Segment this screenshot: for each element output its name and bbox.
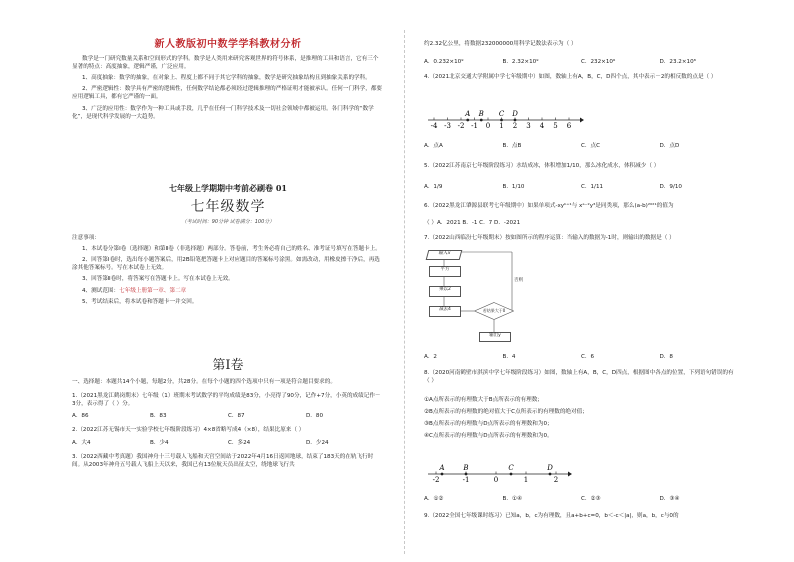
q4-point-A [466, 119, 469, 122]
intro-point-2: 2、严密逻辑性：数学具有严密的逻辑性，任何数学结论都必须经过逻辑推理的严格证明才能被承认。任何一门科学，都要应用逻辑工具，都有它严谨的一面。 [72, 86, 383, 101]
q4-tick-label: 5 [553, 122, 558, 130]
question-4: 4.（2021北京交通大学附属中学七年级期中）如图，数轴上有A，B，C，D四个点，其中表示－2的相反数的点是（ ） [424, 74, 717, 80]
q3-option-b: B．2.32×10⁹ [502, 59, 539, 65]
q7-option-a: A．2 [424, 354, 437, 360]
question-6-options: （ ）A．2021 B．-1 C．7 D．-2021 [424, 220, 521, 226]
q2-option-b: B．少4 [150, 439, 169, 446]
q4-point-B [480, 119, 483, 122]
q1-option-a: A．86 [72, 413, 89, 420]
question-2: 2.（2022江苏无锡市天一实验学校七年级阶段练习）4×8省略写成4（×8），结果比原来（ ） [72, 427, 305, 434]
flow-subtract: 减去4 [429, 306, 461, 317]
q3-option-c: C．232×10⁶ [581, 59, 616, 65]
question-9: 9.（2022全国七年级课时练习）已知a，b，c为有理数，且a+b+c=0，b＜-c＜|a|，则a，b，c与0的 [424, 513, 679, 519]
q3-option-d: D．23.2×10⁸ [659, 59, 696, 65]
header-title: 新人教版初中数学学科教材分析 [154, 39, 302, 50]
intro-point-3: 3、广泛的应用性：数学作为一种工具或手段，几乎在任何一门科学技术及一切社会领域中都被运用。各门科学的“数学化”，是现代科学发展的一大趋势。 [72, 105, 374, 120]
q8-option-c: C．②③ [581, 496, 601, 502]
q8-statements [424, 396, 738, 440]
note-3: 3、回答第Ⅱ卷时，将答案写在答题卡上。写在本试卷上无效。 [82, 276, 234, 283]
q5-option-c: C．1/11 [581, 184, 604, 190]
notes-section [72, 234, 384, 306]
q4-tick-label: -2 [457, 122, 465, 130]
q8-statement-3: ③B点所表示的有理数与D点所表示的有理数和为0； [424, 421, 553, 428]
test-scope: 七年级上册第一章、第二章 [119, 287, 187, 294]
q7-option-c: C．6 [581, 354, 595, 360]
q4-tick-label: -4 [430, 122, 438, 130]
flow-output: 输出y [479, 332, 511, 342]
q4-tick-label: 2 [512, 122, 518, 130]
intro-paragraph: 数学是一门研究数量关系和空间形式的学科。数学是人类用来研究客观世界的符号体系，是推理的工具和语言，它有三个显著的特点：高度抽象，逻辑严谨，广泛应用。 [72, 56, 379, 71]
notes-heading: 注意事项： [72, 235, 100, 241]
q4-tick-label: 1 [499, 122, 504, 130]
q4-option-d: D．点D [659, 143, 680, 149]
questions-left [72, 378, 384, 469]
q8-option-b: B．①④ [502, 496, 522, 502]
question-7: 7.（2022山西临汾七年级期末）按如图所示的程序运算：当输入的数据为-1时，则输出的数据是（ ） [424, 235, 675, 241]
q8-point-C [510, 473, 513, 476]
q8-number-line [424, 462, 574, 488]
intro-point-1: 1、高度抽象：数学的抽象，在对象上、程度上都不同于其它学科的抽象，数学是研究抽象结构且到抽象关系的学科。 [82, 75, 371, 82]
q8-tick-label: 1 [523, 476, 529, 484]
q4-point-C [500, 119, 503, 122]
question-8-options [424, 495, 738, 503]
question-5: 5.（2022江苏南京七年级阶段练习）水结成冰，体积增加1/10，那么冰化成水，体积减少（ ） [424, 163, 660, 169]
q5-option-a: A．1/9 [424, 184, 443, 190]
q4-point-label: D [512, 110, 518, 118]
q8-statement-2: ②B点所表示的有理数的绝对值大于C点所表示的有理数的绝对值； [424, 409, 588, 416]
q4-tick-label: 4 [539, 122, 545, 130]
q4-point-label: C [498, 110, 505, 118]
q8-tick-label: 2 [553, 476, 559, 484]
flow-decision-label: 若结果大于0 [482, 308, 506, 313]
q5-option-b: B．1/10 [502, 184, 525, 190]
q2-option-a: A．大4 [72, 439, 91, 446]
q4-tick-label: -1 [471, 122, 478, 130]
q7-option-b: B．4 [502, 354, 516, 360]
flow-no-label: 否则 [514, 278, 523, 283]
note-2: 2、回答第Ⅰ卷时，选出每小题答案后，用2B铅笔把答题卡上对应题目的答案标号涂黑。如需改动，用橡皮擦干净后，再选涂其他答案标号。写在本试卷上无效。 [72, 257, 380, 272]
section-juan-title: 第Ⅰ卷 [212, 358, 244, 373]
q4-point-label: A [465, 110, 471, 118]
section-intro: 一、选择题：本题共14个小题，每题2分，共28分。在每个小题的四个选项中只有一项是符合题目要求的。 [72, 379, 336, 385]
column-divider [404, 30, 405, 554]
q1-option-d: D．80 [306, 413, 324, 420]
q7-flowchart [424, 248, 738, 348]
question-5-options [424, 183, 738, 191]
note-5: 5、考试结束后，将本试卷和答题卡一并交回。 [82, 298, 198, 305]
question-7-options [424, 353, 738, 361]
right-column [424, 0, 738, 562]
q4-point-label: B [478, 110, 484, 118]
q8-point-label: B [463, 464, 469, 472]
note-1: 1、本试卷分第Ⅰ卷（选择题）和第Ⅱ卷（非选择题）两部分。答卷前，考生务必将自己的姓名、准考证号填写在答题卡上。 [82, 246, 381, 253]
q4-tick-label: 3 [526, 122, 531, 130]
q2-option-c: C．多24 [228, 439, 251, 446]
q4-tick-label: 6 [566, 122, 572, 130]
q8-option-d: D．③④ [659, 496, 680, 502]
question-1-options [72, 412, 384, 420]
flow-multiply: 乘以2 [429, 286, 461, 297]
grade-title: 七年级数学 [190, 199, 266, 215]
intro-section [72, 55, 384, 121]
q8-tick-label: 0 [493, 476, 499, 484]
q1-option-c: C．87 [228, 413, 245, 420]
q2-option-d: D．少24 [306, 439, 329, 446]
q8-statement-1: ①A点所表示的有理数大于B点所表示的有理数； [424, 397, 543, 403]
q8-point-D [549, 473, 552, 476]
q4-option-a: A．点A [424, 143, 443, 149]
flow-square: 平方 [429, 266, 461, 277]
question-3: 3.（2022西藏中考真题）我国神舟十三号载人飞船和天宫空间站于2022年4月16日返回地球，结束了183天的在轨飞行时间。从2003年神舟五号载人飞船上天以来，我国已有13位航天员出征太空，绕地球飞行共 [72, 453, 374, 468]
note-4-label: 4、测试范围： [82, 287, 120, 294]
q8-tick-label: -1 [462, 476, 470, 484]
question-3-options [424, 58, 738, 66]
q8-statement-4: ④C点所表示的有理数与D点所表示的有理数和为0。 [424, 433, 553, 440]
q4-point-D [514, 119, 517, 122]
q4-option-b: B．点B [502, 143, 522, 149]
q8-point-label: C [508, 464, 514, 472]
q8-point-label: A [439, 464, 445, 472]
question-8: 8.（2020河南鹤壁市淇滨中学七年级阶段练习）如图，数轴上有A，B，C，D四点，根据图中各点的位置，下列语句错误的有（ ） [424, 370, 734, 385]
note-4 [72, 287, 384, 295]
q4-tick-label: -3 [444, 122, 451, 130]
q1-option-b: B．83 [150, 413, 167, 420]
question-4-options [424, 142, 738, 150]
question-6: 6.（2022黑龙江肇源县联考七年级期中）如果单项式-xyᵇ⁺¹与 xᵃ⁻²y³是同类项，那么(a-b)²⁰²¹的值为 [424, 203, 674, 209]
q8-point-A [441, 473, 444, 476]
flow-input: 输入x [426, 250, 463, 260]
q4-tick-label: 0 [485, 122, 491, 130]
q8-tick-label: -2 [432, 476, 440, 484]
exam-info: （考试时间：90分钟 试卷满分：100分） [181, 219, 275, 225]
q8-point-B [465, 473, 468, 476]
q4-number-line [424, 106, 584, 136]
question-1: 1.（2021黑龙江鹤岗期末）七年级（1）班期末考试数学的平均成绩是83分，小亮得了90分，记作+7分，小英的成绩记作－3分，表示得了（ ）分。 [72, 393, 381, 408]
q5-option-d: D．9/10 [659, 184, 682, 190]
question-2-options [72, 439, 384, 447]
q4-option-c: C．点C [581, 143, 600, 149]
exam-title: 七年级上学期期中考前必刷卷 01 [169, 183, 287, 193]
q8-option-a: A．①② [424, 496, 444, 502]
left-column [72, 0, 384, 562]
q3-option-a: A．0.232×10⁹ [424, 59, 464, 65]
question-3-continued: 约2.32亿公里，将数据232000000用科学记数法表示为（ ） [424, 41, 577, 47]
q7-option-d: D．8 [659, 354, 673, 360]
q8-point-label: D [547, 464, 553, 472]
